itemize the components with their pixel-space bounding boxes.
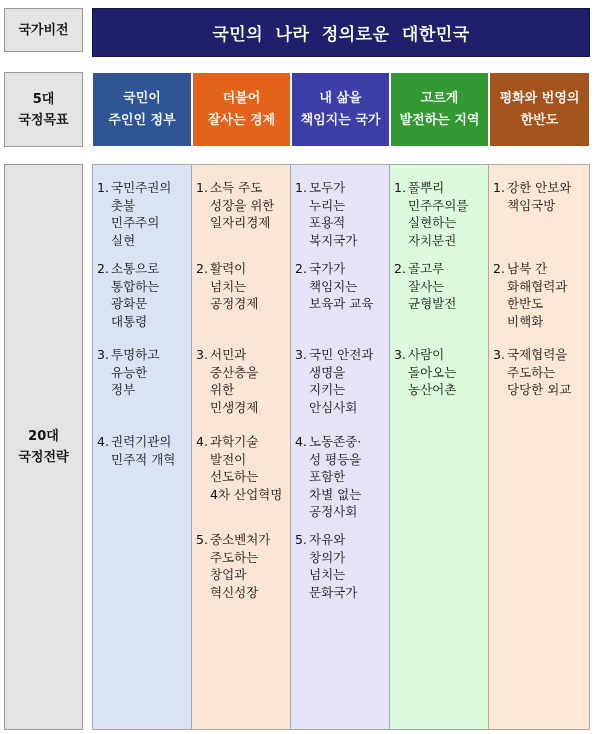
strategy-number: 3. (97, 347, 109, 362)
strategy-number: 2. (295, 261, 307, 276)
strategy-item (394, 346, 486, 399)
strategy-text: 활력이 넘치는 공정경제 (210, 261, 259, 311)
strategy-number: 4. (295, 434, 307, 449)
strategy-number: 1. (493, 180, 505, 195)
strategy-item (295, 179, 387, 249)
strategy-column-4 (390, 164, 489, 730)
strategy-number: 5. (196, 532, 208, 547)
strategy-number: 1. (97, 180, 109, 195)
strategy-item (295, 346, 387, 416)
strategy-item (97, 433, 189, 468)
strategy-item (97, 179, 189, 249)
strategy-text: 서민과 중산층을 위한 민생경제 (210, 347, 259, 415)
goal-5: 평화와 번영의 한반도 (489, 72, 590, 147)
strategy-text: 강한 안보와 책임국방 (507, 180, 572, 213)
strategy-number: 2. (196, 261, 208, 276)
strategy-number: 1. (394, 180, 406, 195)
goals-label: 5대 국정목표 (4, 72, 83, 147)
strategy-text: 투명하고 유능한 정부 (111, 347, 160, 397)
strategy-text: 남북 간 화해협력과 한반도 비핵화 (507, 261, 568, 329)
vision-label: 국가비전 (4, 8, 83, 52)
strategy-number: 2. (493, 261, 505, 276)
strategy-number: 4. (196, 434, 208, 449)
strategy-text: 국제협력을 주도하는 당당한 외교 (507, 347, 572, 397)
goal-1: 국민이 주인인 정부 (92, 72, 192, 147)
strategy-text: 국가가 책임지는 보육과 교육 (309, 261, 374, 311)
strategy-text: 사람이 돌아오는 농산어촌 (408, 347, 457, 397)
strategy-item (295, 531, 387, 601)
strategy-text: 권력기관의 민주적 개혁 (111, 434, 176, 467)
strategy-number: 2. (97, 261, 109, 276)
strategy-column-5 (489, 164, 590, 730)
strategy-number: 1. (295, 180, 307, 195)
strategy-item (196, 179, 288, 232)
strategy-number: 3. (394, 347, 406, 362)
goal-4: 고르게 발전하는 지역 (390, 72, 489, 147)
goal-2: 더불어 잘사는 경제 (192, 72, 291, 147)
strategy-column-1 (92, 164, 192, 730)
strategy-text: 노동존중· 성 평등을 포함한 차별 없는 공정사회 (309, 434, 362, 519)
strategy-item (196, 531, 288, 601)
strategy-number: 3. (295, 347, 307, 362)
strategy-text: 모두가 누리는 포용적 복지국가 (309, 180, 358, 248)
strategy-item (97, 260, 189, 330)
strategy-number: 5. (295, 532, 307, 547)
strategy-column-3 (291, 164, 390, 730)
goal-3: 내 삶을 책임지는 국가 (291, 72, 390, 147)
strategy-item (196, 433, 288, 503)
strategy-item (394, 260, 486, 313)
vision-banner: 국민의 나라 정의로운 대한민국 (92, 8, 590, 57)
strategy-item (493, 179, 587, 214)
strategies-label: 20대 국정전략 (4, 164, 83, 730)
strategy-text: 중소벤처가 주도하는 창업과 혁신성장 (210, 532, 271, 600)
strategy-text: 과학기술 발전이 선도하는 4차 산업혁명 (210, 434, 283, 502)
strategy-item (196, 260, 288, 313)
strategy-text: 자유와 창의가 넘치는 문화국가 (309, 532, 358, 600)
strategy-item (295, 433, 387, 521)
strategy-text: 골고루 잘사는 균형발전 (408, 261, 457, 311)
strategy-item (97, 346, 189, 399)
strategy-text: 소득 주도 성장을 위한 일자리경제 (210, 180, 275, 230)
strategy-text: 국민주권의 촛불 민주주의 실현 (111, 180, 172, 248)
strategy-item (493, 346, 587, 399)
strategy-item (295, 260, 387, 313)
strategy-item (493, 260, 587, 330)
strategy-text: 풀뿌리 민주주의를 실현하는 자치분권 (408, 180, 469, 248)
strategy-text: 소통으로 통합하는 광화문 대통령 (111, 261, 160, 329)
strategy-number: 1. (196, 180, 208, 195)
strategy-number: 2. (394, 261, 406, 276)
strategy-column-2 (192, 164, 291, 730)
strategy-number: 4. (97, 434, 109, 449)
strategy-item (394, 179, 486, 249)
strategy-number: 3. (493, 347, 505, 362)
strategy-number: 3. (196, 347, 208, 362)
strategy-item (196, 346, 288, 416)
strategy-text: 국민 안전과 생명을 지키는 안심사회 (309, 347, 374, 415)
